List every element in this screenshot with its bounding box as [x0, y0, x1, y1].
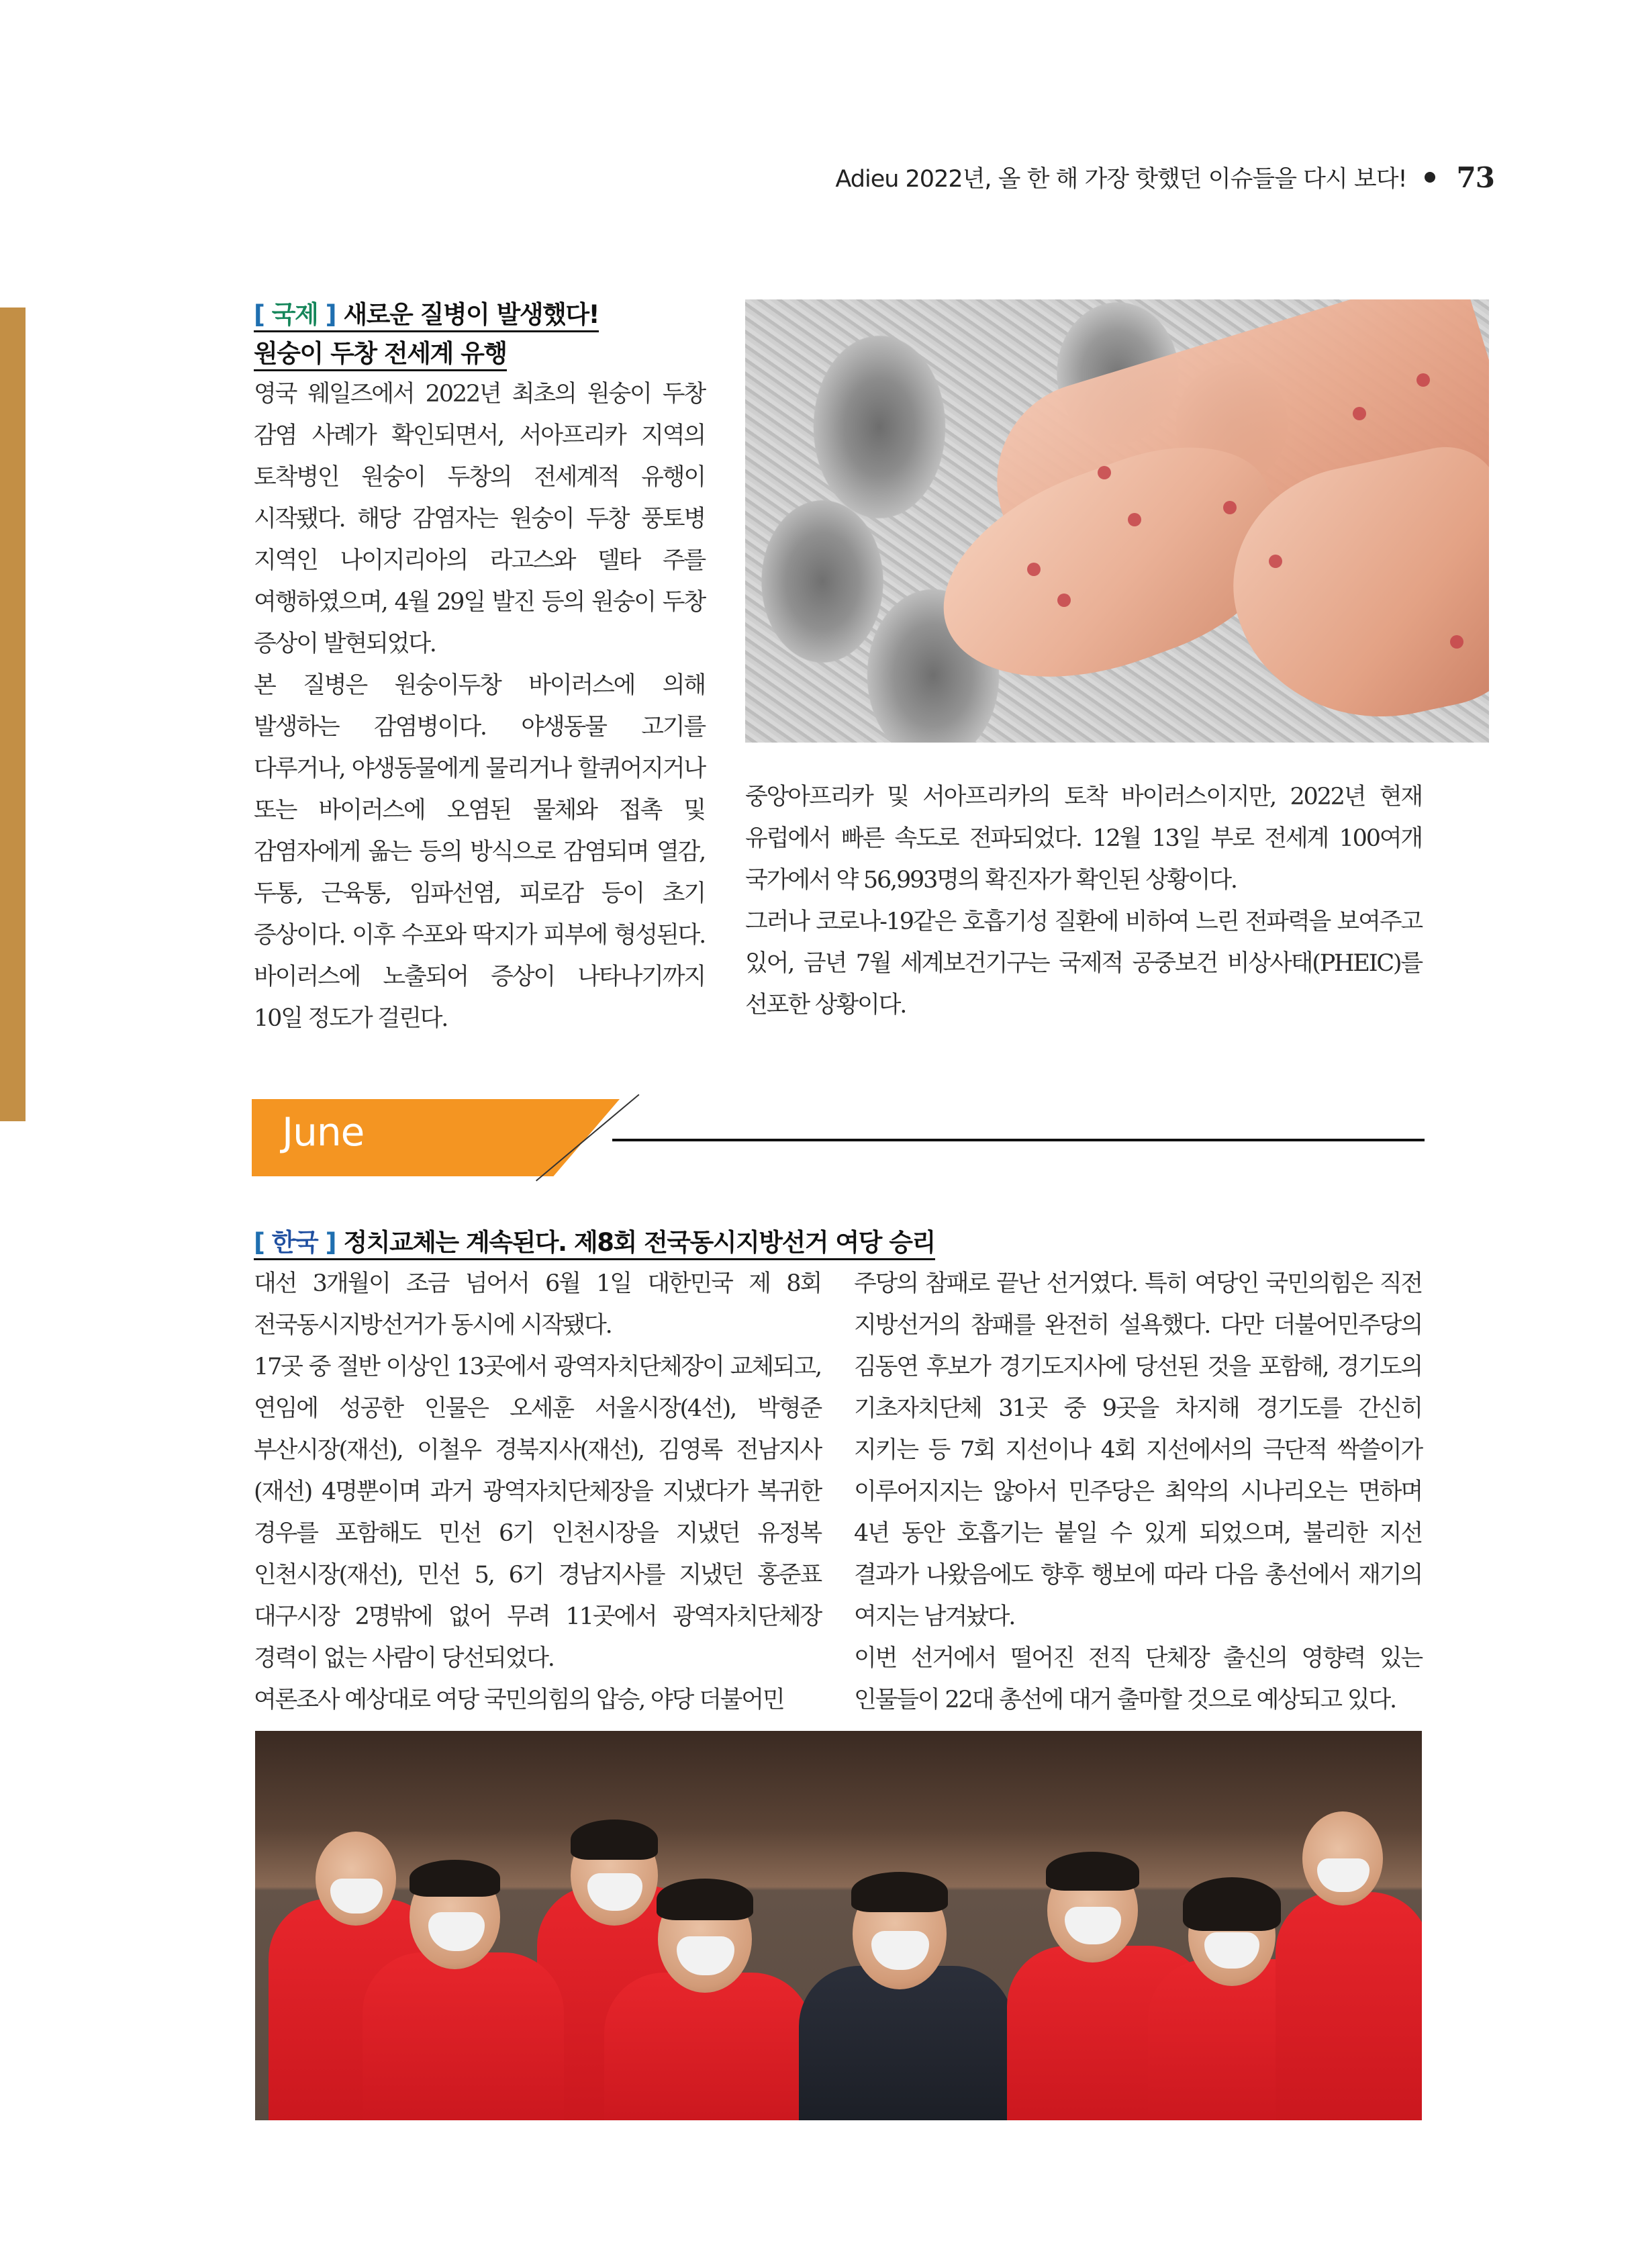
monkeypox-photo [745, 299, 1489, 743]
article1-heading: [ 국제 ] 새로운 질병이 발생했다! 원숭이 두창 전세계 유행 [254, 295, 724, 373]
crowd-figure [799, 1966, 1014, 2120]
side-color-bar [0, 308, 26, 1121]
rash-spot [1353, 407, 1366, 420]
paragraph: 영국 웨일즈에서 2022년 최초의 원숭이 두창 감염 사례가 확인되면서, 서아프리카 지역의 토착병인 원숭이 두창의 전세계적 유행이 시작됐다. 해당 감염자는 원숭이 두창 풍토병 지역인 나이지리아의 라고스와 델타 주를 여행하였으며, 4월 29일 발진 등의 원숭이 두창 증상이 발현되었다. [254, 381, 705, 657]
election-celebration-photo [255, 1731, 1422, 2120]
rash-spot [1128, 513, 1141, 526]
rash-spot [1223, 501, 1237, 514]
rash-spot [1269, 555, 1282, 568]
paragraph: 주당의 참패로 끝난 선거였다. 특히 여당인 국민의힘은 직전 지방선거의 참패를 완전히 설욕했다. 다만 더불어민주당의 김동연 후보가 경기도지사에 당선된 것을 포함해, 경기도의 기초자치단체 31곳 중 9곳을 차지해 경기도를 간신히 지키는 등 7회 지선이나 4회 지선에서의 극단적 싹쓸이가 이루어지지는 않아서 민주당은 최악의 시나리오는 면하며 4년 동안 호흡기는 붙일 수 있게 되었으며, 불리한 지선 결과가 나왔음에도 향후 행보에 따라 다음 총선에서 재기의 여지는 남겨놨다. [854, 1270, 1422, 1630]
rash-spot [1450, 635, 1463, 649]
article2-tag: 한국 [271, 1228, 318, 1257]
crowd-figure [1276, 1892, 1422, 2120]
article1-left-column [254, 373, 705, 1039]
article1-title-line1: 새로운 질병이 발생했다! [343, 300, 599, 329]
june-label: June [282, 1109, 365, 1155]
article2-right-column [854, 1263, 1422, 1721]
article1-right-column [745, 776, 1422, 1026]
rash-spot [1027, 563, 1041, 576]
paragraph: 17곳 중 절반 이상인 13곳에서 광역자치단체장이 교체되고, 연임에 성공한 인물은 오세훈 서울시장(4선), 박형준 부산시장(재선), 이철우 경북지사(재선), 김영록 전남지사(재선) 4명뿐이며 과거 광역자치단체장을 지냈다가 복귀한 경우를 포함해도 민선 6기 인천시장을 지냈던 유정복 인천시장(재선), 민선 5, 6기 경남지사를 지냈던 홍준표 대구시장 2명밖에 없어 무려 11곳에서 광역자치단체장 경력이 없는 사람이 당선되었다. [254, 1354, 821, 1672]
article1-title-line2: 원숭이 두창 전세계 유행 [254, 339, 507, 371]
paragraph: 여론조사 예상대로 여당 국민의힘의 압승, 야당 더불어민 [254, 1687, 784, 1713]
article2-heading: [ 한국 ] 정치교체는 계속된다. 제8회 전국동시지방선거 여당 승리 [254, 1223, 1422, 1262]
bullet-dot [1425, 172, 1435, 183]
crowd-figure [363, 1952, 564, 2120]
article1-tag: 국제 [271, 300, 318, 329]
paragraph: 그러나 코로나-19같은 호흡기성 질환에 비하여 느린 전파력을 보여주고 있어, 금년 7월 세계보건기구는 국제적 공중보건 비상사태(PHEIC)를 선포한 상황이다. [745, 908, 1422, 1019]
crowd-figure [604, 1973, 812, 2120]
running-header [835, 157, 1494, 197]
article2-title: 정치교체는 계속된다. 제8회 전국동시지방선거 여당 승리 [343, 1228, 935, 1257]
running-title: Adieu 2022년, 올 한 해 가장 핫했던 이슈들을 다시 보다! [835, 166, 1407, 193]
paragraph: 대선 3개월이 조금 넘어서 6월 1일 대한민국 제 8회 전국동시지방선거가 동시에 시작됐다. [254, 1270, 821, 1339]
page-number: 73 [1456, 160, 1494, 194]
rash-spot [1057, 594, 1071, 607]
paragraph: 이번 선거에서 떨어진 전직 단체장 출신의 영향력 있는 인물들이 22대 총선에 대거 출마할 것으로 예상되고 있다. [854, 1645, 1422, 1713]
rash-spot [1416, 373, 1430, 387]
paragraph: 본 질병은 원숭이두창 바이러스에 의해 발생하는 감염병이다. 야생동물 고기를 다루거나, 야생동물에게 물리거나 할퀴어지거나 또는 바이러스에 오염된 물체와 접촉 및 감염자에게 옮는 등의 방식으로 감염되며 열감, 두통, 근육통, 임파선염, 피로감 등이 초기 증상이다. 이후 수포와 딱지가 피부에 형성된다. 바이러스에 노출되어 증상이 나타나기까지 10일 정도가 걸린다. [254, 672, 705, 1032]
paragraph: 중앙아프리카 및 서아프리카의 토착 바이러스이지만, 2022년 현재 유럽에서 빠른 속도로 전파되었다. 12월 13일 부로 전세계 100여개 국가에서 약 56,993명의 확진자가 확인된 상황이다. [745, 784, 1422, 894]
section-rule [612, 1139, 1425, 1141]
rash-spot [1098, 466, 1111, 479]
article2-left-column [254, 1263, 821, 1721]
